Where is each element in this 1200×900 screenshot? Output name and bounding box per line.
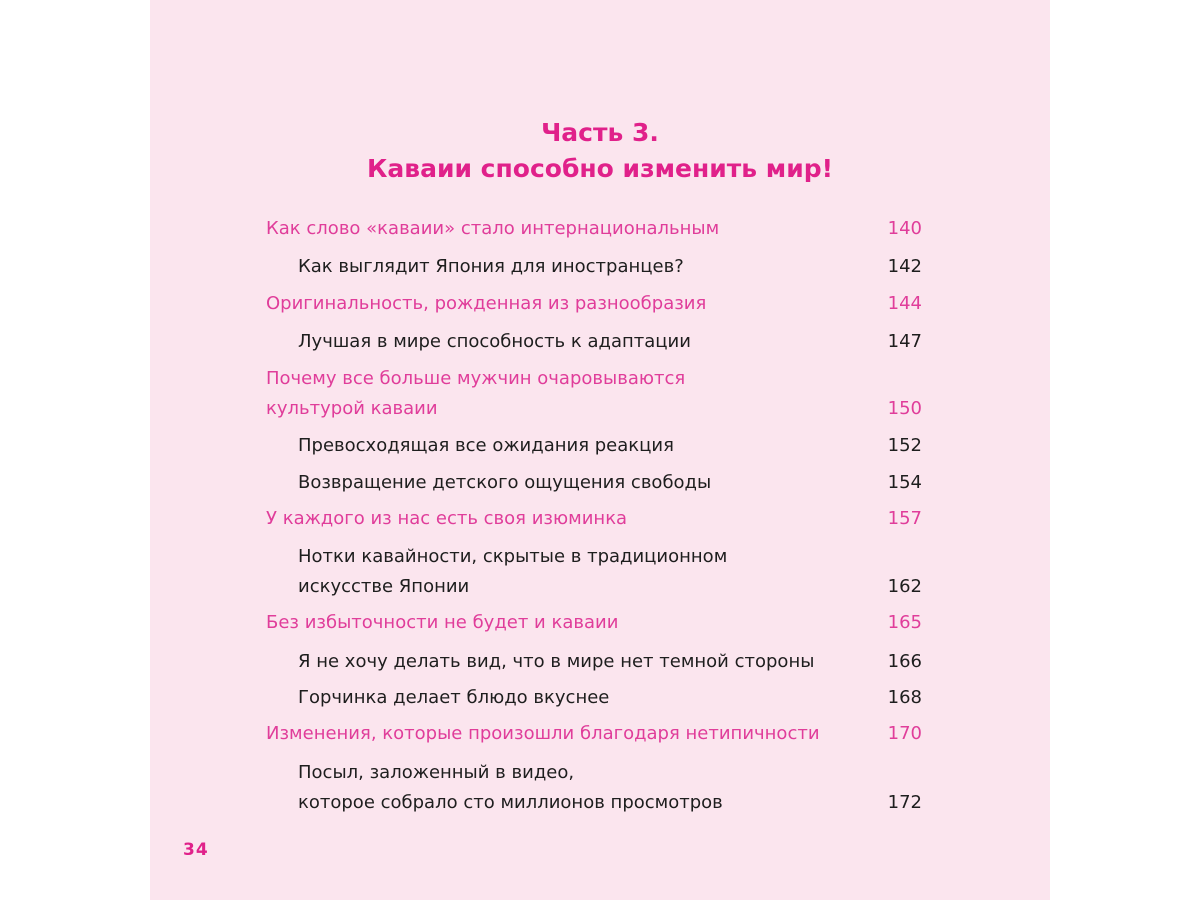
page-number: 34 <box>183 840 209 860</box>
toc-section-entry <box>266 327 922 357</box>
toc-entry-title <box>266 608 618 638</box>
toc-entry-page-number: 166 <box>887 651 922 672</box>
toc-section-entry <box>266 647 922 677</box>
toc-entry-title-line: Лучшая в мире способность к адаптации <box>298 331 691 352</box>
toc-entry-page-number: 147 <box>887 331 922 352</box>
toc-entry-title-line: Горчинка делает блюдо вкуснее <box>298 687 610 708</box>
toc-entry-title-line: Без избыточности не будет и каваии <box>266 612 619 633</box>
toc-entry-page-number: 170 <box>887 723 922 744</box>
toc-entry-title-line: У каждого из нас есть своя изюминка <box>266 508 628 529</box>
toc-chapter-entry <box>266 608 922 638</box>
toc-entry-page-number: 154 <box>887 472 922 493</box>
toc-entry-title-line: Почему все больше мужчин очаровываются <box>266 368 686 389</box>
toc-entry-title-line: Как выглядит Япония для иностранцев? <box>298 256 684 277</box>
toc-chapter-entry <box>266 214 922 244</box>
toc-entry-title-line: Возвращение детского ощущения свободы <box>298 472 712 493</box>
toc-entry-title-line: Как слово «каваии» стало интернациональным <box>266 218 720 239</box>
toc-entry-title-line: Нотки кавайности, скрытые в традиционном <box>298 546 728 567</box>
toc-entry-title <box>298 647 814 677</box>
toc-chapter-entry <box>266 504 922 534</box>
toc-section-entry <box>266 542 922 602</box>
toc-entry-title <box>266 719 820 749</box>
toc-section-entry <box>266 683 922 713</box>
toc-entry-page-number: 144 <box>887 293 922 314</box>
book-page <box>150 0 1050 900</box>
toc-chapter-entry <box>266 719 922 749</box>
toc-entry-title <box>266 214 719 244</box>
toc-entry-title-line: Посыл, заложенный в видео, <box>298 762 575 783</box>
toc-entry-title <box>298 468 711 498</box>
toc-entry-title-line: которое собрало сто миллионов просмотров <box>298 792 723 813</box>
toc-section-entry <box>266 468 922 498</box>
toc-entry-title-line: Превосходящая все ожидания реакция <box>298 435 674 456</box>
part-title: Часть 3. <box>541 118 659 147</box>
toc-entry-page-number: 152 <box>887 435 922 456</box>
toc-entry-page-number: 142 <box>887 256 922 277</box>
toc-entry-title <box>266 289 706 319</box>
toc-section-entry <box>266 431 922 461</box>
toc-entry-page-number: 157 <box>887 508 922 529</box>
toc-entry-page-number: 172 <box>887 792 922 813</box>
toc-entry-title <box>298 431 674 461</box>
toc-section-entry <box>266 758 922 818</box>
toc-entry-title <box>266 504 627 534</box>
toc-entry-title-line: искусстве Японии <box>298 576 470 597</box>
toc-entry-title <box>298 758 723 818</box>
toc-entry-page-number: 165 <box>887 612 922 633</box>
toc-entry-title <box>298 683 609 713</box>
toc-entry-page-number: 140 <box>887 218 922 239</box>
toc-entry-title-line: Оригинальность, рожденная из разнообразия <box>266 293 707 314</box>
toc-entry-title <box>298 252 684 282</box>
toc-entry-title-line: культурой каваии <box>266 398 438 419</box>
toc-entry-title <box>298 327 691 357</box>
toc-entry-title-line: Изменения, которые произошли благодаря нетипичности <box>266 723 820 744</box>
toc-entry-title-line: Я не хочу делать вид, что в мире нет темной стороны <box>298 651 815 672</box>
toc-chapter-entry <box>266 289 922 319</box>
toc-entry-page-number: 168 <box>887 687 922 708</box>
toc-entry-page-number: 162 <box>887 576 922 597</box>
toc-entry-page-number: 150 <box>887 398 922 419</box>
toc-chapter-entry <box>266 364 922 424</box>
part-subtitle: Каваии способно изменить мир! <box>366 154 834 183</box>
toc-entry-title <box>266 364 685 424</box>
toc-entry-title <box>298 542 727 602</box>
toc-section-entry <box>266 252 922 282</box>
